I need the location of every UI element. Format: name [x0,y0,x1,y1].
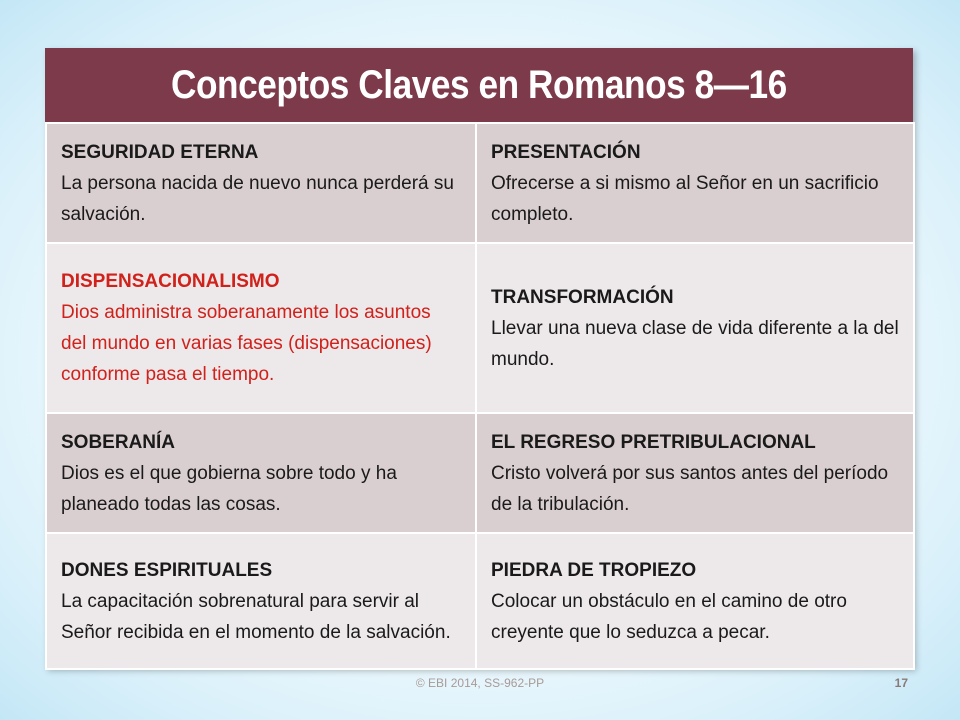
concept-term: TRANSFORMACIÓN [491,286,674,308]
table-row [46,123,914,243]
concepts-table [45,122,915,670]
concept-cell-presentacion [476,123,914,243]
concept-definition: Dios es el que gobierna sobre todo y ha planeado todas las cosas. [61,462,397,515]
concept-cell-dones-espirituales [46,533,476,669]
concept-cell-transformacion [476,243,914,413]
concept-cell-soberania [46,413,476,533]
concept-definition: La persona nacida de nuevo nunca perderá su salvación. [61,172,454,225]
slide-card [45,48,913,668]
table-row [46,413,914,533]
concept-term: DISPENSACIONALISMO [61,271,280,292]
concept-cell-regreso-pretribulacional [476,413,914,533]
page-number: 17 [894,676,908,690]
concept-term: SEGURIDAD ETERNA [61,141,259,163]
concept-definition: Colocar un obstáculo en el camino de otro creyente que lo seduzca a pecar. [491,590,847,643]
concept-definition: Ofrecerse a si mismo al Señor en un sacrificio completo. [491,172,879,225]
concept-term: PIEDRA DE TROPIEZO [491,559,697,581]
concept-definition: Cristo volverá por sus santos antes del período de la tribulación. [491,462,889,515]
concept-definition: La capacitación sobrenatural para servir al Señor recibida en el momento de la salvación. [61,590,451,643]
concept-term: PRESENTACIÓN [491,141,641,163]
table-row [46,243,914,413]
title-bar [45,48,913,124]
concept-term: SOBERANÍA [61,431,176,453]
concept-definition: Dios administra soberanamente los asuntos del mundo en varias fases (dispensaciones) conforme pasa el tiempo. [61,302,432,385]
concept-term: EL REGRESO PRETRIBULACIONAL [491,431,816,453]
concept-cell-dispensacionalismo [46,243,476,413]
concept-cell-piedra-de-tropiezo [476,533,914,669]
concept-term: DONES ESPIRITUALES [61,559,273,581]
concept-definition: Llevar una nueva clase de vida diferente a la del mundo. [491,317,899,370]
footer-copyright: © EBI 2014, SS-962-PP [415,676,545,690]
slide-title: Conceptos Claves en Romanos 8—16 [171,62,787,107]
table-row [46,533,914,669]
concept-cell-seguridad-eterna [46,123,476,243]
